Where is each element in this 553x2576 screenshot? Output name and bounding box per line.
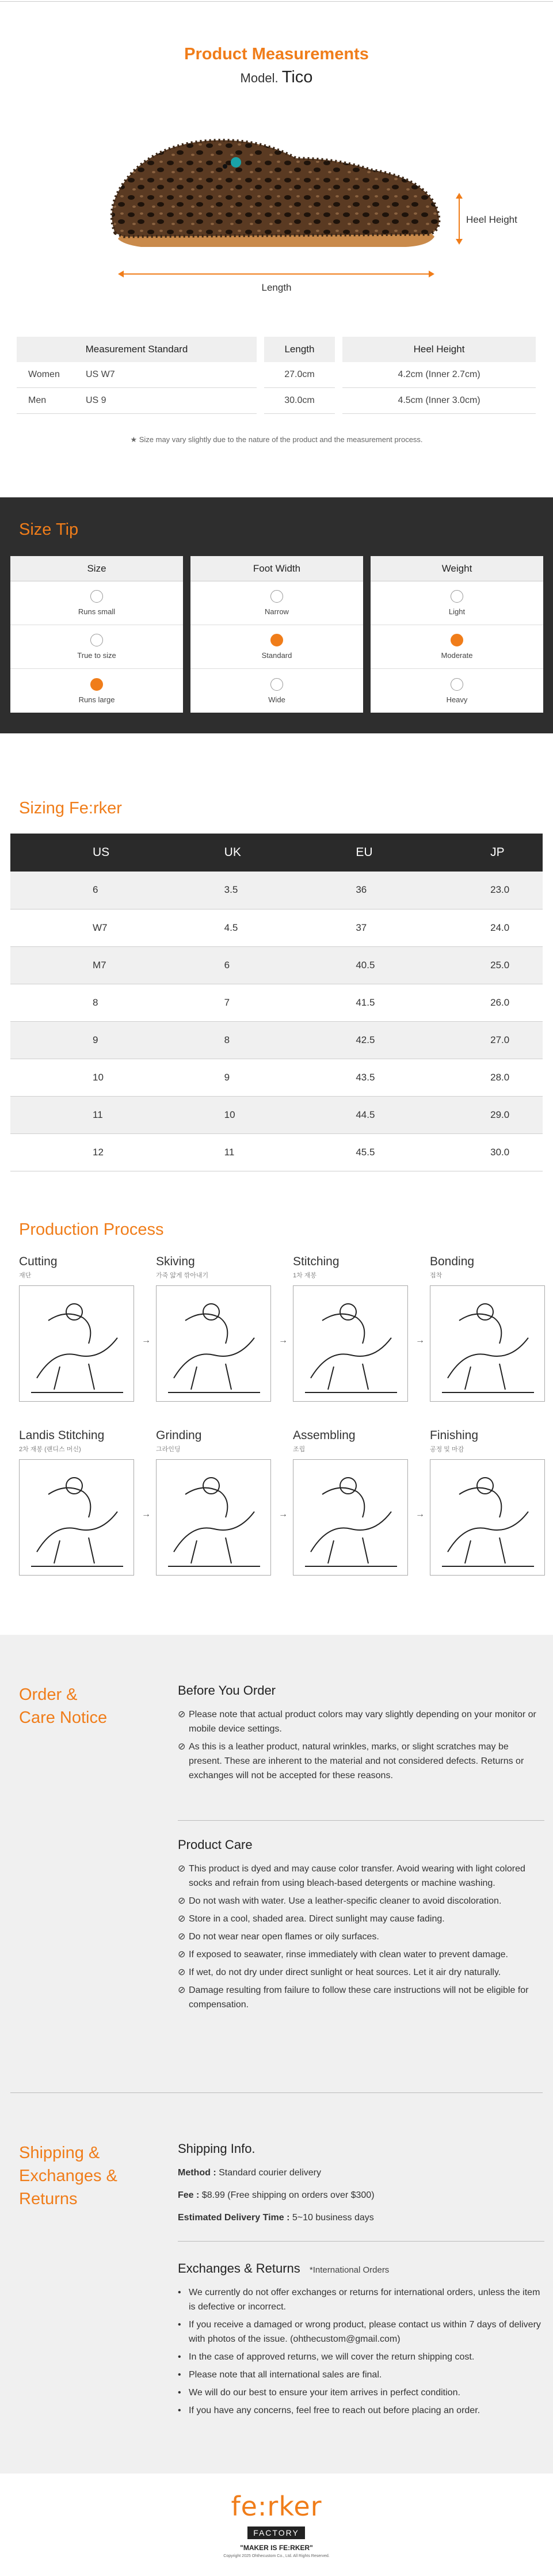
list-item: • In the case of approved returns, we will cover the return shipping cost. <box>178 2350 544 2364</box>
bullet-icon: ⊘ <box>178 1950 186 1959</box>
sizing-cell: 37 <box>273 909 408 946</box>
heel-cell: 4.2cm (Inner 2.7cm) <box>342 362 536 388</box>
table-row <box>10 1021 543 1059</box>
radio-icon[interactable] <box>451 634 463 646</box>
bullet-icon: ⊘ <box>178 1710 186 1719</box>
step-illustration <box>293 1285 408 1402</box>
sizing-cell: 23.0 <box>408 872 543 909</box>
list-item: ⊘ Please note that actual product colors may vary slightly depending on your monitor or mobile device settings. <box>178 1707 544 1736</box>
bullet-icon: ⊘ <box>178 1968 186 1977</box>
size-tip-option-label: Narrow <box>265 607 289 616</box>
before-you-order-block <box>178 1683 544 1786</box>
arrow-right-icon: → <box>279 1335 288 1345</box>
size-tip-option-label: Standard <box>261 651 292 660</box>
sizing-cell: 27.0 <box>408 1021 543 1059</box>
table-row <box>10 946 543 984</box>
size-tip-option-label: Light <box>448 607 466 616</box>
size-tip-columns <box>10 556 543 713</box>
size-tip-option[interactable] <box>190 581 363 625</box>
list-item: ⊘ This product is dyed and may cause color transfer. Avoid wearing with light colored socks and refrain from using bleach-based detergents or machine washing. <box>178 1862 544 1890</box>
radio-icon[interactable] <box>451 678 463 691</box>
length-label: Length <box>261 282 292 293</box>
arrow-right-icon: → <box>415 1335 425 1345</box>
radio-icon[interactable] <box>451 590 463 603</box>
sizing-cell: 42.5 <box>273 1021 408 1059</box>
heel-height-label: Heel Height <box>466 214 517 225</box>
standard-cell: Men US 9 <box>17 388 257 414</box>
production-step <box>156 1429 274 1576</box>
list-item: • If you have any concerns, feel free to reach out before placing an order. <box>178 2403 544 2418</box>
shipping-title: Shipping & Exchanges & Returns <box>19 2144 117 2208</box>
step-name: Assembling <box>293 1429 356 1442</box>
table-row <box>17 388 536 414</box>
step-subtitle: 그라인딩 <box>156 1446 181 1453</box>
bullet-icon: • <box>178 2320 181 2330</box>
sizing-cell: 10 <box>142 1096 274 1133</box>
size-tip-option-label: Wide <box>268 695 285 704</box>
size-tip-option-label: True to size <box>77 651 116 660</box>
shipping-info-title: Shipping Info. <box>178 2141 255 2156</box>
radio-icon[interactable] <box>270 678 283 691</box>
table-row <box>10 1059 543 1096</box>
production-step <box>19 1429 137 1576</box>
size-tip-option[interactable] <box>10 669 183 713</box>
measurements-section <box>0 0 553 461</box>
table-header: Measurement Standard <box>17 337 257 362</box>
order-care-title: Order & Care Notice <box>19 1685 108 1727</box>
shipping-delivery-time: Estimated Delivery Time : 5~10 business days <box>178 2213 374 2223</box>
list-item: ⊘ As this is a leather product, natural wrinkles, marks, or slight scratches may be present. These are inherent to the material and not considered defects. Returns or exchanges will not be accepted for these reasons. <box>178 1740 544 1783</box>
step-illustration <box>19 1285 134 1402</box>
sizing-cell: 10 <box>10 1059 142 1096</box>
size-tip-column <box>190 556 363 713</box>
radio-icon[interactable] <box>270 634 283 646</box>
copyright: Copyright 2025 Ohthecustom Co., Ltd. All Rights Reserved. <box>223 2554 330 2558</box>
size-tip-column <box>10 556 183 713</box>
size-tip-section <box>0 497 553 733</box>
divider <box>178 1820 544 1821</box>
step-subtitle: 조립 <box>293 1446 306 1453</box>
size-tip-option-label: Runs large <box>78 695 115 704</box>
sizing-title: Sizing Fe:rker <box>19 799 122 817</box>
list-item: ⊘ Store in a cool, shaded area. Direct sunlight may cause fading. <box>178 1912 544 1926</box>
sizing-cell: 41.5 <box>273 984 408 1021</box>
product-care-title: Product Care <box>178 1837 253 1852</box>
step-illustration <box>156 1285 271 1402</box>
measurement-note: ★ Size may vary slightly due to the nature of the product and the measurement process. <box>130 435 423 444</box>
shoe-illustration <box>106 124 443 271</box>
production-title: Production Process <box>19 1220 164 1239</box>
shipping-method: Method : Standard courier delivery <box>178 2168 321 2178</box>
sizing-cell: 7 <box>142 984 274 1021</box>
sizing-cell: 36 <box>273 872 408 909</box>
sizing-cell: 40.5 <box>273 946 408 984</box>
sizing-cell: 29.0 <box>408 1096 543 1133</box>
before-you-order-list <box>178 1707 544 1783</box>
sizing-cell: 43.5 <box>273 1059 408 1096</box>
bullet-icon: ⊘ <box>178 1742 186 1752</box>
length-cell: 27.0cm <box>264 362 335 388</box>
step-subtitle: 2차 재봉 (랜디스 머신) <box>19 1446 81 1453</box>
model-label: Model. <box>240 71 279 85</box>
bullet-icon: ⊘ <box>178 1932 186 1942</box>
standard-cell: Women US W7 <box>17 362 257 388</box>
bullet-icon: ⊘ <box>178 1914 186 1924</box>
radio-icon[interactable] <box>90 590 103 603</box>
product-care-block <box>178 1837 544 2015</box>
sizing-cell: 9 <box>142 1059 274 1096</box>
step-name: Grinding <box>156 1429 202 1442</box>
sizing-cell: 8 <box>10 984 142 1021</box>
size-tip-option[interactable] <box>190 625 363 669</box>
divider <box>0 1 553 2</box>
sizing-cell: 26.0 <box>408 984 543 1021</box>
measurements-title: Product Measurements <box>184 45 369 63</box>
size-tip-option-label: Heavy <box>446 695 468 704</box>
size-tip-option[interactable] <box>190 669 363 713</box>
size-tip-header: Weight <box>371 556 543 581</box>
step-name: Stitching <box>293 1255 340 1268</box>
factory-badge: FACTORY <box>247 2526 305 2539</box>
bullet-icon: ⊘ <box>178 1985 186 1995</box>
length-cell: 30.0cm <box>264 388 335 414</box>
model-name: Tico <box>281 68 313 86</box>
table-row <box>10 984 543 1021</box>
brand-logo: fe:rker <box>231 2491 322 2522</box>
divider <box>178 2241 544 2242</box>
exchanges-returns-list <box>178 2285 544 2418</box>
sizing-cell: W7 <box>10 909 142 946</box>
step-name: Finishing <box>430 1429 479 1442</box>
sizing-cell: 4.5 <box>142 909 274 946</box>
model-line <box>0 68 553 87</box>
step-name: Bonding <box>430 1255 475 1268</box>
production-step <box>156 1255 274 1402</box>
slogan: "MAKER IS FE:RKER" <box>240 2544 313 2552</box>
step-subtitle: 재단 <box>19 1272 32 1279</box>
step-illustration <box>430 1285 545 1402</box>
table-row <box>10 872 543 909</box>
step-name: Skiving <box>156 1255 195 1268</box>
table-row <box>10 1096 543 1133</box>
table-header: Heel Height <box>342 337 536 362</box>
sizing-header: US <box>10 834 142 872</box>
sizing-cell: 24.0 <box>408 909 543 946</box>
size-tip-option[interactable] <box>371 669 543 713</box>
sizing-cell: 11 <box>142 1133 274 1171</box>
size-tip-option-label: Runs small <box>78 607 116 616</box>
step-name: Landis Stitching <box>19 1429 105 1442</box>
step-subtitle: 1차 재봉 <box>293 1272 317 1279</box>
arrow-right-icon: → <box>142 1335 151 1345</box>
size-tip-option[interactable] <box>10 625 183 669</box>
production-step <box>430 1255 548 1402</box>
measurement-table <box>9 337 543 414</box>
step-subtitle: 공정 및 마감 <box>430 1446 464 1453</box>
production-step <box>293 1429 411 1576</box>
exchanges-returns-title: Exchanges & Returns *International Orders <box>178 2261 390 2276</box>
size-tip-title: Size Tip <box>19 520 79 539</box>
heel-height-arrow <box>455 193 464 245</box>
sizing-cell: 25.0 <box>408 946 543 984</box>
size-tip-option[interactable] <box>10 581 183 625</box>
production-step <box>430 1429 548 1576</box>
production-step <box>19 1255 137 1402</box>
bullet-icon: • <box>178 2406 181 2415</box>
sizing-cell: 6 <box>10 872 142 909</box>
radio-icon[interactable] <box>90 678 103 691</box>
bullet-icon: • <box>178 2370 181 2380</box>
bullet-icon: • <box>178 2288 181 2297</box>
sizing-cell: 11 <box>10 1096 142 1133</box>
shipping-fee: Fee : $8.99 (Free shipping on orders over $300) <box>178 2190 375 2200</box>
sizing-cell: M7 <box>10 946 142 984</box>
size-tip-header: Size <box>10 556 183 581</box>
sizing-cell: 28.0 <box>408 1059 543 1096</box>
size-tip-option[interactable] <box>371 625 543 669</box>
list-item: • Please note that all international sales are final. <box>178 2368 544 2382</box>
sizing-cell: 9 <box>10 1021 142 1059</box>
table-row <box>17 362 536 388</box>
bullet-icon: • <box>178 2388 181 2398</box>
list-item: ⊘ Do not wear near open flames or oily surfaces. <box>178 1930 544 1944</box>
radio-icon[interactable] <box>270 590 283 603</box>
table-row <box>10 909 543 946</box>
bullet-icon: ⊘ <box>178 1864 186 1874</box>
sizing-cell: 45.5 <box>273 1133 408 1171</box>
step-subtitle: 가죽 얇게 깎아내기 <box>156 1272 209 1279</box>
sizing-cell: 44.5 <box>273 1096 408 1133</box>
sizing-header: EU <box>273 834 408 872</box>
length-arrow <box>118 269 434 279</box>
size-tip-header: Foot Width <box>190 556 363 581</box>
list-item: • We currently do not offer exchanges or returns for international orders, unless the item is defective or incorrect. <box>178 2285 544 2314</box>
list-item: ⊘ If exposed to seawater, rinse immediately with clean water to prevent damage. <box>178 1947 544 1962</box>
order-care-section <box>0 1635 553 2474</box>
divider <box>10 2092 543 2093</box>
shipping-info-block <box>178 2141 544 2233</box>
product-care-list <box>178 1862 544 2012</box>
sizing-cell: 30.0 <box>408 1133 543 1171</box>
size-tip-column <box>371 556 543 713</box>
list-item: ⊘ If wet, do not dry under direct sunlight or heat sources. Let it air dry naturally. <box>178 1965 544 1980</box>
radio-icon[interactable] <box>90 634 103 646</box>
list-item: ⊘ Do not wash with water. Use a leather-specific cleaner to avoid discoloration. <box>178 1894 544 1908</box>
sizing-header: UK <box>142 834 274 872</box>
bullet-icon: • <box>178 2352 181 2362</box>
exchanges-returns-block <box>178 2261 544 2421</box>
size-tip-option[interactable] <box>371 581 543 625</box>
step-illustration <box>293 1459 408 1576</box>
arrow-right-icon: → <box>142 1509 151 1519</box>
size-tip-option-label: Moderate <box>441 651 473 660</box>
footer <box>0 2474 553 2576</box>
before-you-order-title: Before You Order <box>178 1683 276 1698</box>
production-step <box>293 1255 411 1402</box>
step-illustration <box>156 1459 271 1576</box>
heel-cell: 4.5cm (Inner 3.0cm) <box>342 388 536 414</box>
sizing-header: JP <box>408 834 543 872</box>
arrow-right-icon: → <box>279 1509 288 1519</box>
bullet-icon: ⊘ <box>178 1896 186 1906</box>
step-name: Cutting <box>19 1255 58 1268</box>
list-item: • If you receive a damaged or wrong product, please contact us within 7 days of delivery with photos of the issue. (ohthecustom@gmail.com) <box>178 2318 544 2346</box>
step-illustration <box>430 1459 545 1576</box>
sizing-cell: 6 <box>142 946 274 984</box>
list-item: • We will do our best to ensure your item arrives in perfect condition. <box>178 2385 544 2400</box>
table-row <box>10 1133 543 1171</box>
sizing-cell: 8 <box>142 1021 274 1059</box>
list-item: ⊘ Damage resulting from failure to follow these care instructions will not be eligible for compensation. <box>178 1983 544 2012</box>
sizing-cell: 12 <box>10 1133 142 1171</box>
sizing-table <box>10 834 543 1171</box>
table-header: Length <box>264 337 335 362</box>
step-illustration <box>19 1459 134 1576</box>
sizing-cell: 3.5 <box>142 872 274 909</box>
step-subtitle: 접착 <box>430 1272 443 1279</box>
arrow-right-icon: → <box>415 1509 425 1519</box>
